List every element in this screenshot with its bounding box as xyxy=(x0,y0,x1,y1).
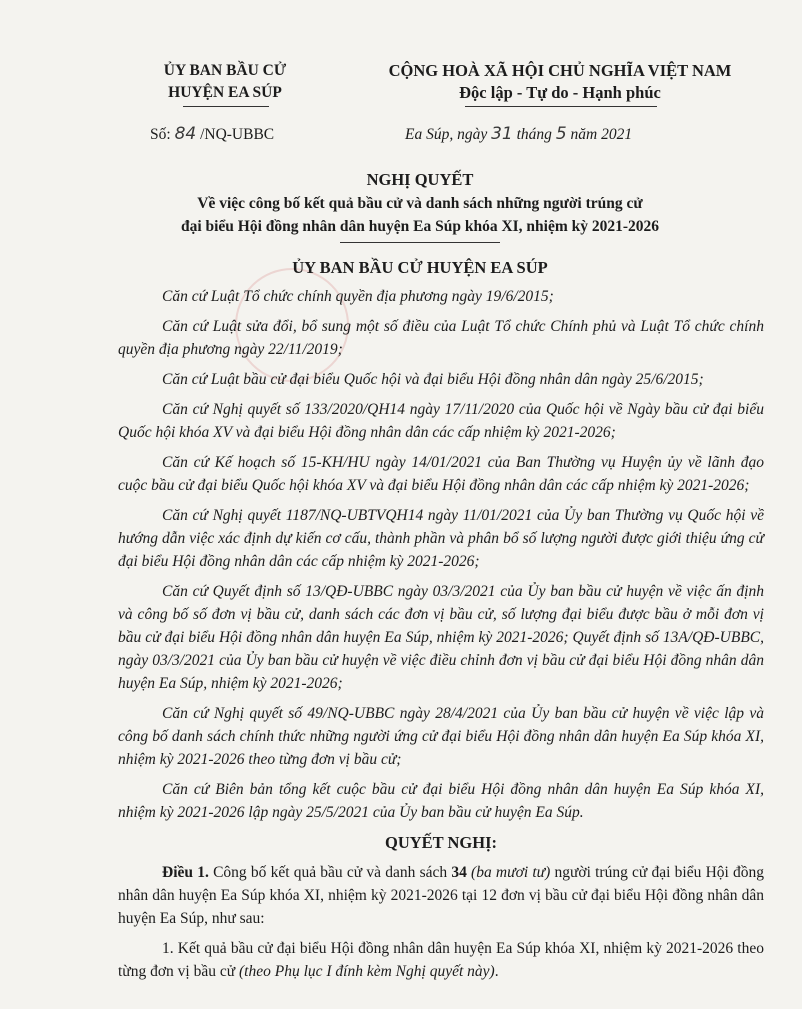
motto-underline xyxy=(465,106,657,107)
article-1-item-1 xyxy=(118,937,764,983)
legal-basis: Căn cứ Nghị quyết số 133/2020/QH14 ngày 17/11/2020 của Quốc hội về Ngày bầu cử đại biểu Quốc hội khóa XV và đại biểu Hội đồng nhân dân các cấp nhiệm kỳ 2021-2026; xyxy=(118,401,764,441)
doc-subject xyxy=(60,192,780,238)
legal-basis: Căn cứ Nghị quyết số 49/NQ-UBBC ngày 28/4/2021 của Ủy ban bầu cử huyện về việc lập và công bố danh sách chính thức những người ứng cử đại biểu Hội đồng nhân dân huyện Ea Súp khóa XI, nhiệm kỳ 2021-2026 theo từng đơn vị bầu cử; xyxy=(118,705,764,768)
legal-basis: Căn cứ Luật sửa đổi, bổ sung một số điều của Luật Tổ chức Chính phủ và Luật Tổ chức chính quyền địa phương ngày 22/11/2019; xyxy=(118,318,764,358)
subject-line-1: Về việc công bố kết quả bầu cử và danh sách những người trúng cử xyxy=(197,195,643,212)
article-1-label: Điều 1. xyxy=(162,864,209,881)
article-1-text-b: người trúng cử đại biểu Hội đồng nhân dân huyện Ea Súp khóa XI, nhiệm kỳ 2021-2026 tại 12 đơn vị bầu cử đại biểu Hội đồng nhân dân huyện Ea Súp, như sau: xyxy=(118,864,765,927)
item-1-note: (theo Phụ lục I đính kèm Nghị quyết này) xyxy=(239,963,495,980)
article-1-text-a: Công bố kết quả bầu cử và danh sách xyxy=(213,864,448,881)
so-suffix: /NQ-UBBC xyxy=(200,126,275,143)
item-1-end: . xyxy=(494,963,499,980)
document-number xyxy=(150,124,274,144)
so-prefix: Số: xyxy=(150,126,171,143)
national-title xyxy=(350,60,770,104)
agency-underline xyxy=(183,106,269,107)
resolve-heading: QUYẾT NGHỊ: xyxy=(384,833,497,852)
date-month: 5 xyxy=(555,124,567,144)
legal-basis: Căn cứ Nghị quyết 1187/NQ-UBTVQH14 ngày 11/01/2021 của Ủy ban Thường vụ Quốc hội về hướng dẫn việc xác định dự kiến cơ cấu, thành phần và phân bổ số lượng người được giới thiệu ứng cử đại biểu Hội đồng nhân dân các cấp nhiệm kỳ 2021-2026; xyxy=(118,507,764,570)
date-year: năm 2021 xyxy=(570,126,633,143)
document-body xyxy=(118,285,764,990)
date-prefix: Ea Súp, ngày xyxy=(405,126,488,143)
issuer-heading: ỦY BAN BẦU CỬ HUYỆN EA SÚP xyxy=(292,258,548,277)
article-1-count: 34 xyxy=(451,864,467,881)
article-1-count-words: (ba mươi tư) xyxy=(471,864,551,881)
subject-underline xyxy=(340,242,500,243)
subject-line-2: đại biểu Hội đồng nhân dân huyện Ea Súp khóa XI, nhiệm kỳ 2021-2026 xyxy=(180,218,660,235)
so-number: 84 xyxy=(174,124,197,144)
legal-basis: Căn cứ Quyết định số 13/QĐ-UBBC ngày 03/3/2021 của Ủy ban bầu cử huyện về việc ấn định và công bố số đơn vị bầu cử, danh sách các đơn vị bầu cử, số lượng đại biểu được bầu ở mỗi đơn vị bầu cử đại biểu Hội đồng nhân dân huyện Ea Súp, nhiệm kỳ 2021-2026; Quyết định số 13A/QĐ-UBBC, ngày 03/3/2021 của Ủy ban bầu cử huyện về việc điều chỉnh đơn vị bầu cử đại biểu Hội đồng nhân dân huyện Ea Súp, nhiệm kỳ 2021-2026; xyxy=(118,583,764,692)
legal-basis: Căn cứ Biên bản tổng kết cuộc bầu cử đại biểu Hội đồng nhân dân huyện Ea Súp khóa XI, nhiệm kỳ 2021-2026 lập ngày 25/5/2021 của Ủy ban bầu cử huyện Ea Súp. xyxy=(118,781,764,821)
legal-basis: Căn cứ Kế hoạch số 15-KH/HU ngày 14/01/2021 của Ban Thường vụ Huyện ủy về lãnh đạo cuộc bầu cử đại biểu Quốc hội khóa XV và đại biểu Hội đồng nhân dân các cấp nhiệm kỳ 2021-2026; xyxy=(118,454,764,494)
issue-date xyxy=(405,124,632,144)
national-motto: Độc lập - Tự do - Hạnh phúc xyxy=(459,83,661,102)
national-name: CỘNG HOÀ XÃ HỘI CHỦ NGHĨA VIỆT NAM xyxy=(388,61,732,80)
article-1 xyxy=(118,861,764,930)
item-1-text: 1. Kết quả bầu cử đại biểu Hội đồng nhân dân huyện Ea Súp khóa XI, nhiệm kỳ 2021-2026 theo từng đơn vị bầu cử xyxy=(118,940,764,980)
agency-line-2: HUYỆN EA SÚP xyxy=(168,84,282,101)
legal-basis: Căn cứ Luật bầu cử đại biểu Quốc hội và đại biểu Hội đồng nhân dân ngày 25/6/2015; xyxy=(162,371,704,388)
agency-line-1: ỦY BAN BẦU CỬ xyxy=(163,62,287,79)
date-day: 31 xyxy=(491,124,513,144)
date-month-word: tháng xyxy=(516,126,552,143)
legal-basis: Căn cứ Luật Tổ chức chính quyền địa phương ngày 19/6/2015; xyxy=(162,288,554,305)
issuing-agency xyxy=(120,60,330,104)
doc-type: NGHỊ QUYẾT xyxy=(366,170,474,189)
